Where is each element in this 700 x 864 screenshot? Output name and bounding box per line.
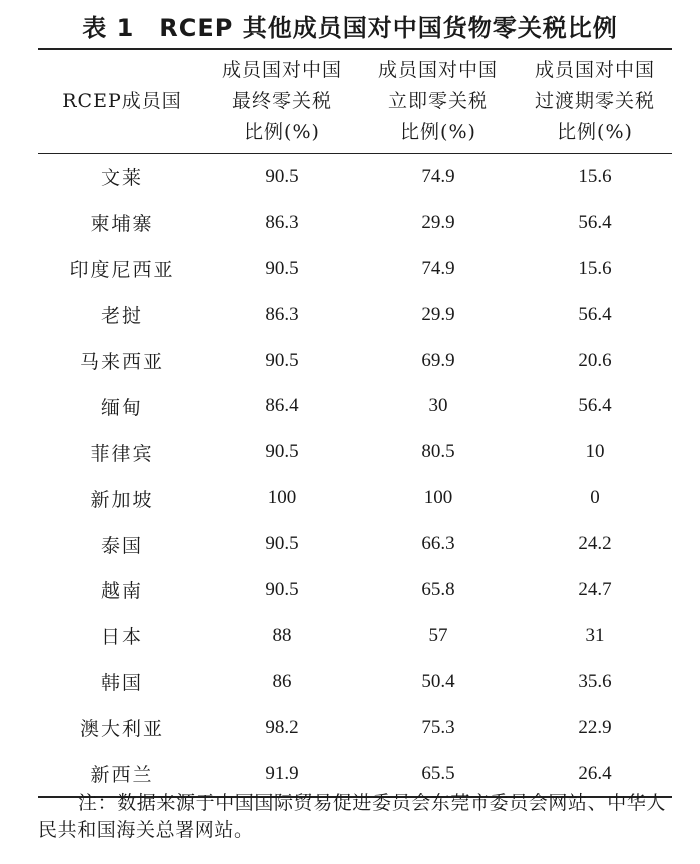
table-row	[38, 613, 672, 659]
final-zero-tariff-cell: 90.5	[265, 349, 299, 371]
header-immediate-zero-tariff	[358, 49, 518, 154]
immediate-zero-tariff-cell: 50.4	[421, 670, 455, 692]
transition-zero-tariff-cell: 0	[590, 487, 600, 509]
table-row	[38, 338, 672, 384]
country-cell: 文莱	[100, 167, 143, 190]
country-cell: 缅甸	[100, 396, 143, 419]
table-header-row	[38, 49, 672, 154]
final-zero-tariff-cell: 88	[272, 624, 292, 646]
final-zero-tariff-cell: 86	[272, 670, 292, 692]
source-note: 注：数据来源于中国国际贸易促进委员会东莞市委员会网站、中华人民共和国海关总署网站。	[38, 792, 667, 841]
final-zero-tariff-cell: 86.3	[265, 303, 299, 325]
country-cell: 老挝	[100, 305, 143, 328]
immediate-zero-tariff-cell: 65.8	[421, 578, 455, 600]
transition-zero-tariff-cell: 24.7	[578, 578, 612, 600]
transition-zero-tariff-cell: 24.2	[578, 533, 612, 555]
immediate-zero-tariff-cell: 65.5	[421, 762, 455, 784]
table-body	[38, 154, 672, 798]
table-row	[38, 246, 672, 292]
header-final-zero-tariff	[206, 49, 358, 154]
transition-zero-tariff-cell: 22.9	[578, 716, 612, 738]
immediate-zero-tariff-cell: 29.9	[421, 211, 455, 233]
immediate-zero-tariff-cell: 30	[428, 395, 448, 417]
final-zero-tariff-cell: 86.3	[265, 211, 299, 233]
country-cell: 韩国	[100, 672, 143, 695]
transition-zero-tariff-cell: 15.6	[578, 165, 612, 187]
immediate-zero-tariff-cell: 69.9	[421, 349, 455, 371]
country-cell: 印度尼西亚	[69, 259, 175, 282]
country-cell: 泰国	[100, 534, 143, 557]
final-zero-tariff-cell: 90.5	[265, 441, 299, 463]
country-cell: 澳大利亚	[79, 718, 164, 741]
table-row	[38, 475, 672, 521]
table-row	[38, 292, 672, 338]
country-cell: 日本	[100, 626, 143, 649]
table-row	[38, 659, 672, 705]
header-line: 比例(%)	[557, 121, 633, 143]
final-zero-tariff-cell: 90.5	[265, 578, 299, 600]
transition-zero-tariff-cell: 26.4	[578, 762, 612, 784]
table-row	[38, 154, 672, 200]
header-line: RCEP成员国	[62, 90, 182, 112]
header-line: 比例(%)	[400, 121, 476, 143]
table-row	[38, 429, 672, 475]
final-zero-tariff-cell: 91.9	[265, 762, 299, 784]
transition-zero-tariff-cell: 56.4	[578, 211, 612, 233]
transition-zero-tariff-cell: 56.4	[578, 303, 612, 325]
header-transition-zero-tariff	[518, 49, 672, 154]
table-row	[38, 705, 672, 751]
final-zero-tariff-cell: 98.2	[265, 716, 299, 738]
transition-zero-tariff-cell: 35.6	[578, 670, 612, 692]
immediate-zero-tariff-cell: 75.3	[421, 716, 455, 738]
country-cell: 柬埔寨	[90, 213, 154, 236]
tariff-table-container	[38, 48, 672, 798]
country-cell: 新加坡	[90, 488, 154, 511]
table-row	[38, 200, 672, 246]
immediate-zero-tariff-cell: 80.5	[421, 441, 455, 463]
header-line: 立即零关税	[387, 90, 488, 112]
header-line: 成员国对中国	[534, 59, 655, 81]
immediate-zero-tariff-cell: 74.9	[421, 165, 455, 187]
table-row	[38, 521, 672, 567]
immediate-zero-tariff-cell: 29.9	[421, 303, 455, 325]
header-line: 成员国对中国	[221, 59, 342, 81]
country-cell: 越南	[100, 580, 143, 603]
table-row	[38, 567, 672, 613]
header-member-country	[38, 49, 206, 154]
transition-zero-tariff-cell: 10	[585, 441, 605, 463]
country-cell: 新西兰	[90, 764, 154, 787]
transition-zero-tariff-cell: 31	[585, 624, 605, 646]
final-zero-tariff-cell: 90.5	[265, 165, 299, 187]
immediate-zero-tariff-cell: 57	[428, 624, 448, 646]
transition-zero-tariff-cell: 56.4	[578, 395, 612, 417]
header-line: 过渡期零关税	[534, 90, 655, 112]
final-zero-tariff-cell: 90.5	[265, 533, 299, 555]
transition-zero-tariff-cell: 20.6	[578, 349, 612, 371]
final-zero-tariff-cell: 90.5	[265, 257, 299, 279]
immediate-zero-tariff-cell: 66.3	[421, 533, 455, 555]
immediate-zero-tariff-cell: 100	[423, 487, 453, 509]
final-zero-tariff-cell: 86.4	[265, 395, 299, 417]
tariff-table	[38, 48, 672, 798]
transition-zero-tariff-cell: 15.6	[578, 257, 612, 279]
header-line: 比例(%)	[244, 121, 320, 143]
final-zero-tariff-cell: 100	[267, 487, 297, 509]
country-cell: 菲律宾	[90, 442, 154, 465]
header-line: 最终零关税	[231, 90, 332, 112]
header-line: 成员国对中国	[377, 59, 498, 81]
table-row	[38, 383, 672, 429]
table-title: 表 1 RCEP 其他成员国对中国货物零关税比例	[82, 14, 618, 42]
immediate-zero-tariff-cell: 74.9	[421, 257, 455, 279]
country-cell: 马来西亚	[79, 351, 164, 373]
